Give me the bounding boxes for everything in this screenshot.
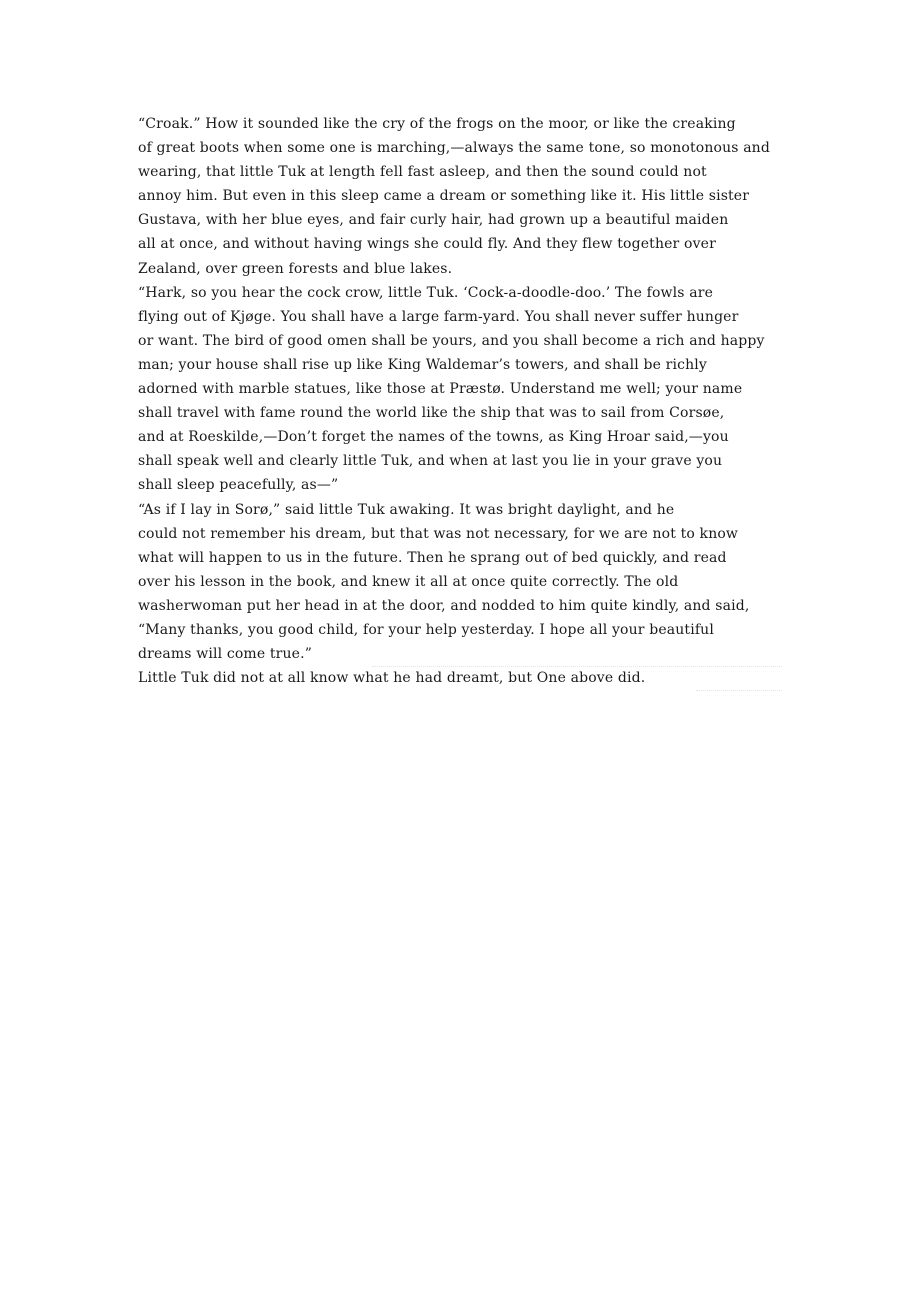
- text-line: “Hark, so you hear the cock crow, little Tuk. ‘Cock-a-doodle-doo.’ The fowls are: [138, 284, 714, 301]
- text-line: of great boots when some one is marching,—always the same tone, so monotonous and: [138, 140, 770, 157]
- text-line: shall sleep peacefully, as—”: [138, 477, 339, 494]
- text-line: over his lesson in the book, and knew it all at once quite correctly. The old: [138, 573, 679, 590]
- text-line: Gustava, with her blue eyes, and fair curly hair, had grown up a beautiful maiden: [138, 212, 729, 229]
- text-line: and at Roeskilde,—Don’t forget the names of the towns, as King Hroar said,—you: [138, 429, 729, 446]
- text-line: man; your house shall rise up like King Waldemar’s towers, and shall be richly: [138, 356, 707, 373]
- text-line: Little Tuk did not at all know what he had dreamt, but One above did.: [138, 670, 646, 687]
- text-line: Zealand, over green forests and blue lakes.: [138, 260, 453, 277]
- text-line: washerwoman put her head in at the door, and nodded to him quite kindly, and said,: [138, 597, 750, 614]
- text-line: could not remember his dream, but that was not necessary, for we are not to know: [138, 525, 739, 542]
- story-text: [138, 112, 838, 690]
- faint-dotted-rule: [372, 666, 782, 667]
- text-line: flying out of Kjøge. You shall have a large farm-yard. You shall never suffer hunger: [138, 308, 739, 325]
- text-line: dreams will come true.”: [138, 646, 313, 663]
- text-line: what will happen to us in the future. Then he sprang out of bed quickly, and read: [138, 549, 727, 566]
- text-line: “As if I lay in Sorø,” said little Tuk awaking. It was bright daylight, and he: [138, 501, 675, 518]
- text-line: wearing, that little Tuk at length fell fast asleep, and then the sound could not: [138, 164, 707, 181]
- text-line: all at once, and without having wings she could fly. And they flew together over: [138, 236, 716, 253]
- text-line: “Many thanks, you good child, for your help yesterday. I hope all your beautiful: [138, 621, 714, 638]
- faint-dotted-rule: [696, 690, 782, 691]
- text-line: shall speak well and clearly little Tuk, and when at last you lie in your grave you: [138, 453, 723, 470]
- text-line: annoy him. But even in this sleep came a dream or something like it. His little sister: [138, 188, 750, 205]
- text-line: adorned with marble statues, like those at Præstø. Understand me well; your name: [138, 381, 743, 398]
- text-line: “Croak.” How it sounded like the cry of the frogs on the moor, or like the creaking: [138, 116, 736, 132]
- text-line: shall travel with fame round the world like the ship that was to sail from Corsøe,: [138, 405, 725, 422]
- text-line: or want. The bird of good omen shall be yours, and you shall become a rich and happy: [138, 332, 765, 349]
